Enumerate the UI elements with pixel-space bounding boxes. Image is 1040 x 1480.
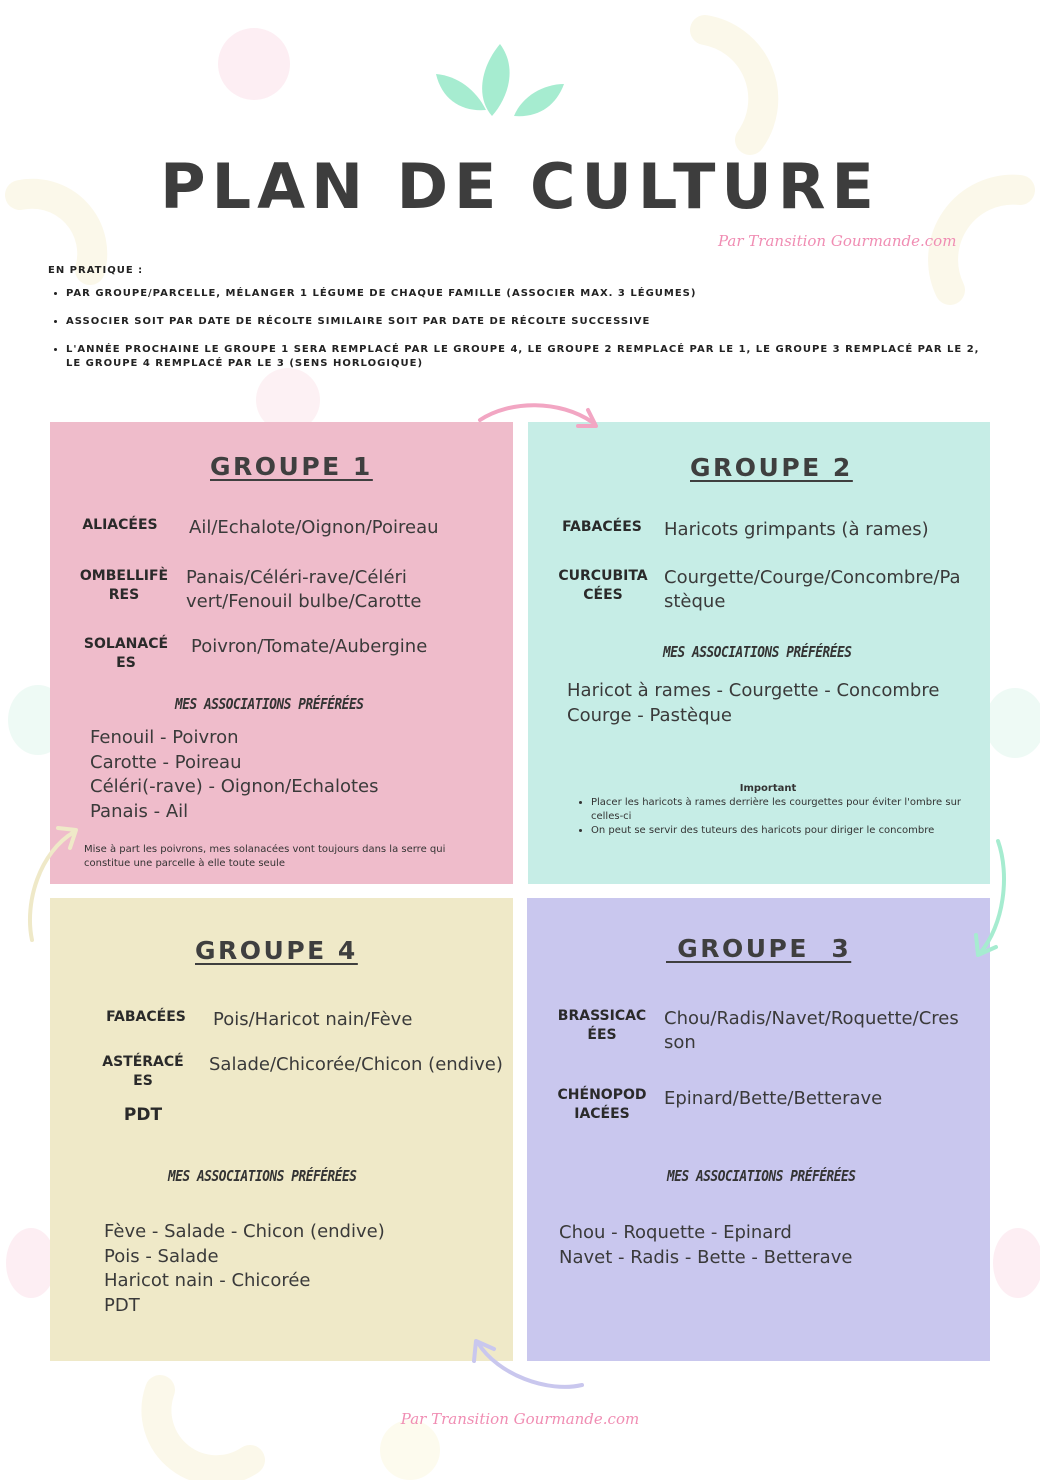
- page-title: PLAN DE CULTURE: [160, 150, 880, 223]
- group-3-panel: [527, 898, 990, 1361]
- family-vegetables: Panais/Céléri-rave/Céléri vert/Fenouil bulbe/Carotte: [186, 567, 422, 612]
- important-title: Important: [739, 783, 797, 794]
- group-4-title: GROUPE 4: [195, 936, 358, 965]
- byline-top: Par Transition Gourmande.com: [718, 232, 957, 250]
- family-name: FABACÉES: [106, 1009, 186, 1025]
- group-2-title: GROUPE 2: [690, 453, 853, 482]
- association-item: Haricot nain - Chicorée: [104, 1270, 311, 1291]
- association-item: Chou - Roquette - Epinard: [559, 1222, 792, 1243]
- family-name: CHÉNOPODIACÉES: [557, 1087, 647, 1122]
- associations-list: [90, 726, 490, 824]
- arrow-group2-to-group3-icon: [970, 835, 1020, 965]
- family-vegetables: Courgette/Courge/Concombre/Pastèque: [664, 567, 961, 612]
- practice-heading: EN PRATIQUE :: [48, 265, 144, 276]
- association-item: Pois - Salade: [104, 1245, 219, 1267]
- associations-list: [104, 1220, 504, 1318]
- group-2-panel: [528, 422, 990, 884]
- association-item: Courge - Pastèque: [567, 704, 733, 726]
- associations-title: MES ASSOCIATIONS PRÉFÉRÉES: [168, 1167, 357, 1185]
- family-vegetables: Salade/Chicorée/Chicon (endive): [209, 1054, 503, 1075]
- group-3-title: GROUPE 3: [666, 934, 852, 963]
- important-list: [573, 796, 963, 838]
- family-name: SOLANACÉES: [83, 636, 169, 671]
- family-vegetables: Pois/Haricot nain/Fève: [213, 1009, 413, 1030]
- family-vegetables: Chou/Radis/Navet/Roquette/Cresson: [664, 1008, 959, 1053]
- practice-list: [48, 287, 988, 371]
- association-item: Panais - Ail: [90, 800, 189, 822]
- family-name: ALIACÉES: [82, 517, 158, 533]
- practice-item: • PAR GROUPE/PARCELLE, MÉLANGER 1 LÉGUME DE CHAQUE FAMILLE (ASSOCIER MAX. 3 LÉGUMES): [66, 287, 988, 301]
- arrow-group1-to-group2-icon: [470, 392, 610, 442]
- associations-list: [567, 679, 967, 728]
- association-item: Carotte - Poireau: [90, 751, 242, 773]
- family-name: ASTÉRACÉES: [102, 1054, 184, 1089]
- family-name: BRASSICACÉES: [557, 1008, 647, 1043]
- arrow-group3-to-group4-icon: [468, 1335, 598, 1395]
- family-name: CURCUBITACÉES: [558, 568, 648, 603]
- associations-title: MES ASSOCIATIONS PRÉFÉRÉES: [667, 1167, 856, 1185]
- important-section: [573, 782, 963, 838]
- association-item: PDT: [104, 1294, 140, 1316]
- family-vegetables: Haricots grimpants (à rames): [664, 519, 929, 540]
- byline-bottom: Par Transition Gourmande.com: [400, 1410, 640, 1428]
- family-vegetables: Ail/Echalote/Oignon/Poireau: [189, 517, 439, 538]
- family-vegetables: Poivron/Tomate/Aubergine: [191, 636, 428, 657]
- association-item: Haricot à rames - Courgette - Concombre: [567, 680, 940, 701]
- leaf-logo-icon: [432, 38, 572, 128]
- association-item: Fève - Salade - Chicon (endive): [104, 1221, 385, 1242]
- associations-title: MES ASSOCIATIONS PRÉFÉRÉES: [175, 695, 364, 713]
- group-4-panel: [50, 898, 513, 1361]
- arrow-group4-to-group1-icon: [20, 822, 90, 952]
- association-item: Fenouil - Poivron: [90, 727, 239, 748]
- group-1-panel: [50, 422, 513, 884]
- association-item: Navet - Radis - Bette - Betterave: [559, 1246, 853, 1268]
- associations-list: [559, 1221, 959, 1270]
- group-1-note: Mise à part les poivrons, mes solanacées vont toujours dans la serre qui constitue une parcelle à elle toute seule: [84, 844, 446, 869]
- family-name: PDT: [123, 1105, 163, 1125]
- family-name: OMBELLIFÈRES: [79, 568, 169, 603]
- practice-item: • L'ANNÉE PROCHAINE LE GROUPE 1 SERA REMPLACÉ PAR LE GROUPE 4, LE GROUPE 2 REMPLACÉ PAR LE 1, LE GROUPE 3 REMPLACÉ PAR LE 2, LE GROUPE 4 REMPLACÉ PAR LE 3 (SENS HORLOGIQUE): [66, 343, 988, 371]
- important-item: • On peut se servir des tuteurs des haricots pour diriger le concombre: [591, 824, 963, 838]
- family-vegetables: Epinard/Bette/Betterave: [664, 1088, 883, 1109]
- group-1-title: GROUPE 1: [210, 452, 373, 481]
- important-item: • Placer les haricots à rames derrière les courgettes pour éviter l'ombre sur celles-ci: [591, 796, 963, 824]
- associations-title: MES ASSOCIATIONS PRÉFÉRÉES: [663, 643, 852, 661]
- practice-item: • ASSOCIER SOIT PAR DATE DE RÉCOLTE SIMILAIRE SOIT PAR DATE DE RÉCOLTE SUCCESSIVE: [66, 315, 988, 329]
- family-name: FABACÉES: [562, 519, 642, 535]
- association-item: Céléri(-rave) - Oignon/Echalotes: [90, 776, 379, 797]
- practice-section: [48, 265, 988, 385]
